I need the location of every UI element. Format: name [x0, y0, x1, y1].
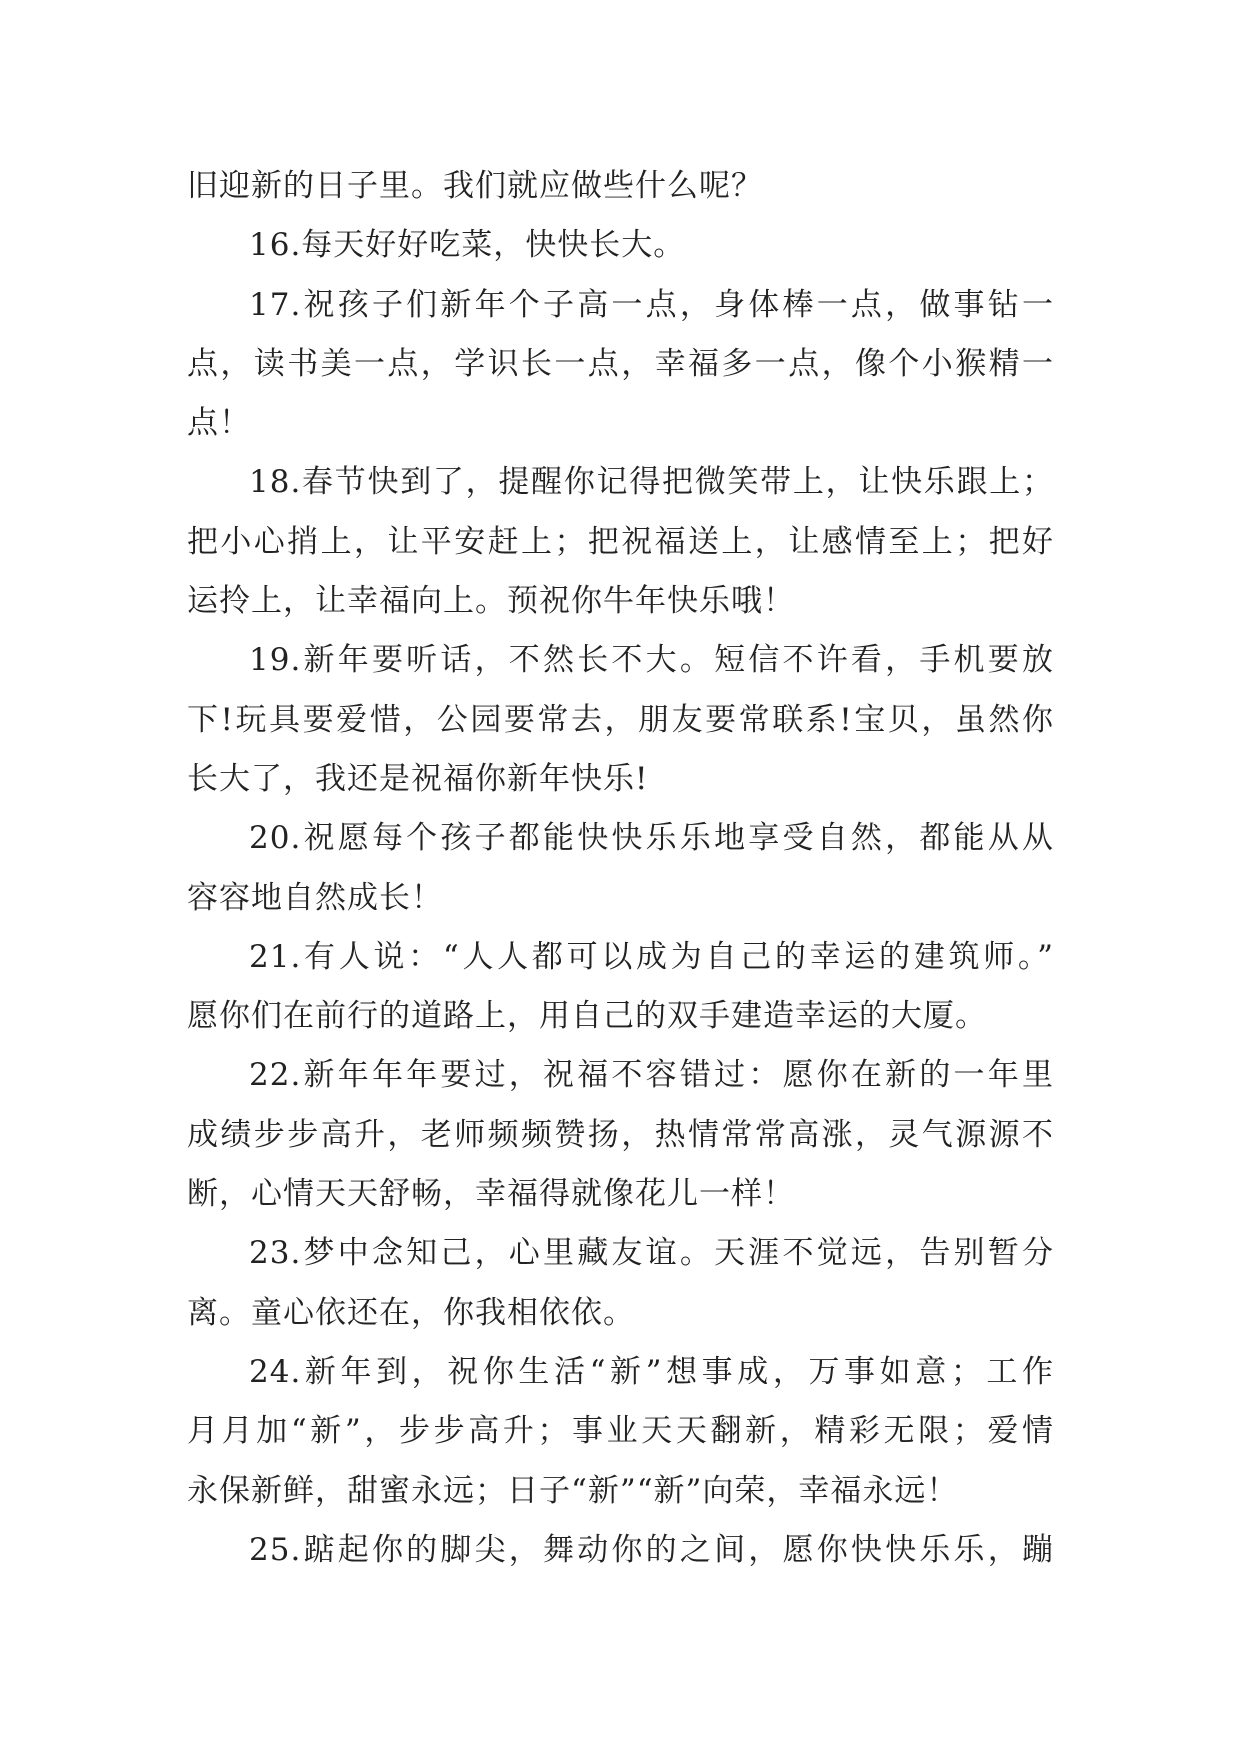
- text-line: 点，读书美一点，学识长一点，幸福多一点，像个小猴精一: [187, 345, 1054, 382]
- paragraph-item-19: [187, 631, 1054, 809]
- text-line: 17.祝孩子们新年个子高一点，身体棒一点，做事钻一: [249, 286, 1054, 323]
- text-line: 离。童心依还在，你我相依依。: [187, 1294, 635, 1331]
- text-line: 下!玩具要爱惜，公园要常去，朋友要常联系!宝贝，虽然你: [187, 701, 1054, 738]
- body-text: [187, 157, 1054, 1580]
- paragraph-item-18: [187, 453, 1054, 631]
- paragraph-item-17: [187, 276, 1054, 454]
- text-line: 容容地自然成长！: [187, 879, 443, 916]
- text-line: 旧迎新的日子里。我们就应做些什么呢？: [187, 168, 763, 204]
- paragraph-continued: [187, 157, 1054, 216]
- text-line: 21.有人说：“人人都可以成为自己的幸运的建筑师。”: [249, 938, 1054, 975]
- paragraph-item-20: [187, 809, 1054, 928]
- text-line: 23.梦中念知己，心里藏友谊。天涯不觉远，告别暂分: [249, 1235, 1054, 1272]
- text-line: 点！: [187, 405, 251, 442]
- text-line: 断，心情天天舒畅，幸福得就像花儿一样！: [187, 1176, 795, 1213]
- paragraph-item-21: [187, 928, 1054, 1047]
- text-line: 16.每天好好吃菜，快快长大。: [249, 227, 686, 264]
- text-line: 20.祝愿每个孩子都能快快乐乐地享受自然，都能从从: [249, 820, 1054, 857]
- text-line: 长大了，我还是祝福你新年快乐!: [187, 760, 649, 797]
- text-line: 19.新年要听话，不然长不大。短信不许看，手机要放: [249, 642, 1054, 679]
- text-line: 22.新年年年要过，祝福不容错过：愿你在新的一年里: [249, 1057, 1054, 1094]
- text-line: 18.春节快到了，提醒你记得把微笑带上，让快乐跟上；: [249, 464, 1054, 501]
- text-line: 把小心捎上，让平安赶上；把祝福送上，让感情至上；把好: [187, 523, 1054, 560]
- text-line: 24.新年到，祝你生活“新”想事成，万事如意；工作: [249, 1353, 1054, 1390]
- paragraph-item-24: [187, 1343, 1054, 1521]
- text-line: 25.踮起你的脚尖，舞动你的之间，愿你快快乐乐，蹦: [249, 1531, 1054, 1568]
- text-line: 成绩步步高升，老师频频赞扬，热情常常高涨，灵气源源不: [187, 1116, 1054, 1153]
- text-line: 月月加“新”，步步高升；事业天天翻新，精彩无限；爱情: [187, 1413, 1054, 1450]
- text-line: 愿你们在前行的道路上，用自己的双手建造幸运的大厦。: [187, 998, 987, 1035]
- paragraph-item-22: [187, 1046, 1054, 1224]
- text-line: 永保新鲜，甜蜜永远；日子“新”“新”向荣，幸福永远！: [187, 1472, 959, 1509]
- text-line: 运拎上，让幸福向上。预祝你牛年快乐哦！: [187, 583, 795, 620]
- paragraph-item-23: [187, 1224, 1054, 1343]
- paragraph-item-25: [187, 1521, 1054, 1580]
- paragraph-item-16: [187, 216, 1054, 275]
